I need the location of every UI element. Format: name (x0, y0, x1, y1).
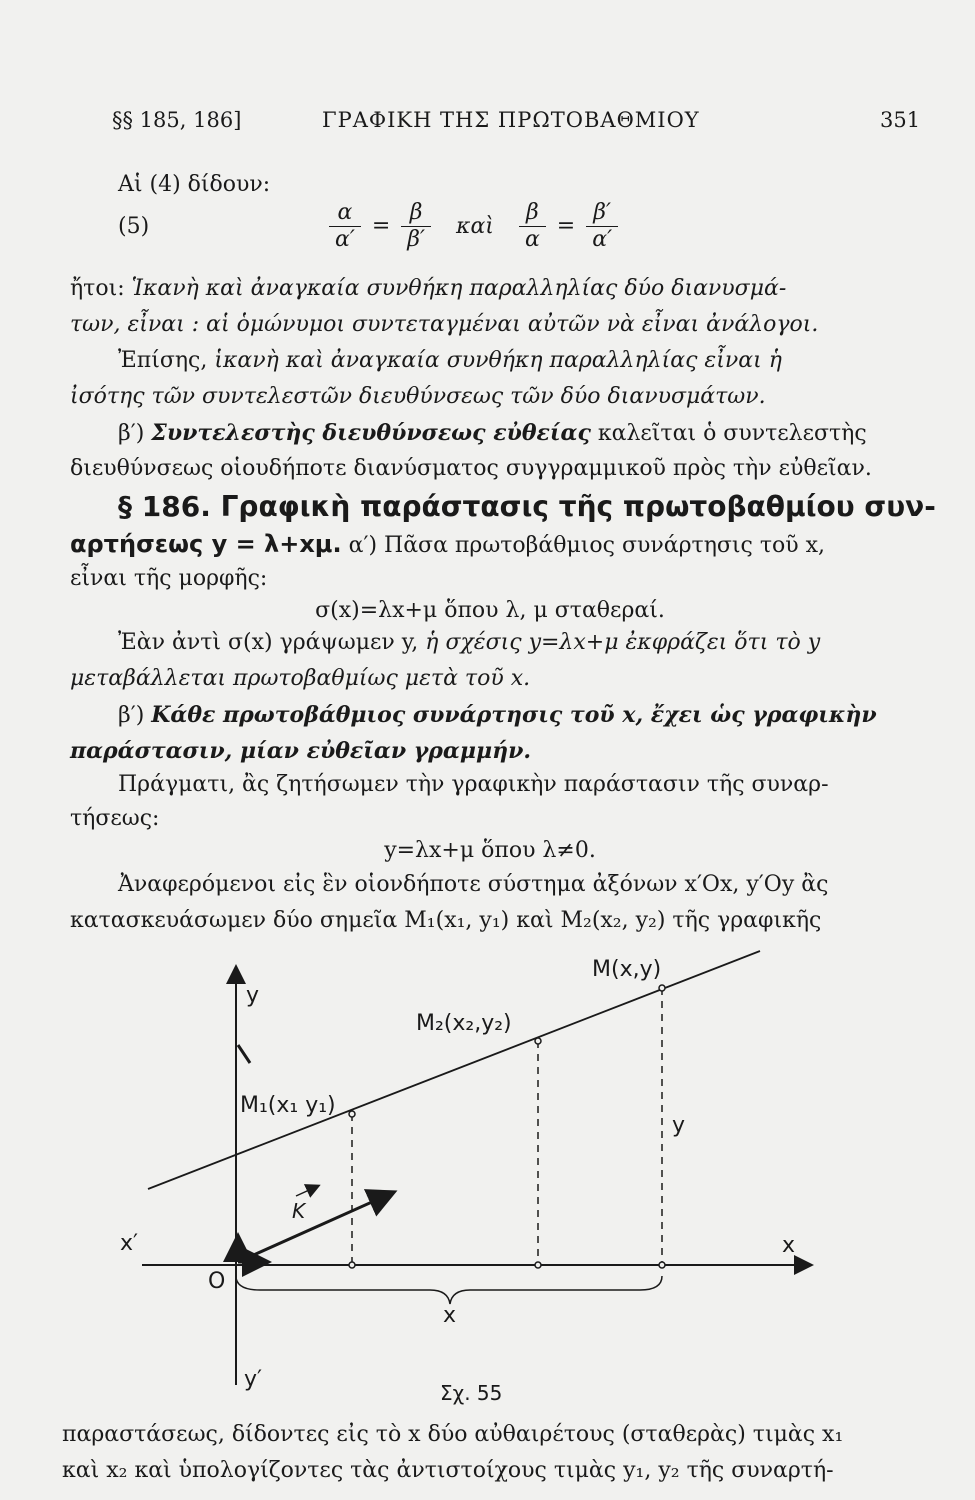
text-run: α′) Πᾶσα πρωτοβάθμιος συνάρτησις τοῦ x, (341, 533, 826, 558)
text-run-italic: Ἱκανὴ καὶ ἀναγκαία συνθήκη παραλληλίας δύο διανυσμά- (131, 276, 787, 301)
text-run: Ἐπίσης, (118, 348, 215, 373)
label-y-segment: y (672, 1113, 686, 1138)
point-x1 (349, 1262, 355, 1268)
equals-sign: = (556, 213, 576, 239)
formula-line: y=λx+μ ὅπου λ≠0. (384, 838, 596, 863)
label-m1: M₁(x₁ y₁) (240, 1093, 336, 1118)
text-run-bold-italic: Κάθε πρωτοβάθμιος συνάρτησις τοῦ x, ἔχει ὡς γραφικὴν (151, 702, 877, 728)
label-k: K (292, 1199, 306, 1223)
numerator: α (329, 200, 361, 227)
text-line: κατασκευάσωμεν δύο σημεῖα M₁(x₁, y₁) καὶ M₂(x₂, y₂) τῆς γραφικῆς (70, 908, 822, 933)
point-x (659, 1262, 665, 1268)
label-y: y (246, 983, 260, 1008)
text-line: τήσεως: (70, 806, 160, 831)
formula-line: σ(x)=λx+μ ὅπου λ, μ σταθεραί. (315, 598, 665, 623)
point-m2 (535, 1038, 541, 1044)
graph-line (148, 951, 760, 1189)
denominator: β′ (407, 227, 426, 252)
text-line: παράστασιν, μίαν εὐθεῖαν γραμμήν. (70, 738, 531, 764)
equation-label: (5) (118, 214, 150, 239)
vector-k (238, 1193, 392, 1262)
conjunction: καὶ (456, 213, 494, 239)
page-number: 351 (880, 108, 921, 132)
label-x: x (782, 1233, 796, 1258)
section-heading-cont: αρτήσεως y = λ+xμ. (70, 530, 342, 558)
text-line: μεταβάλλεται πρωτοβαθμίως μετὰ τοῦ x. (70, 666, 531, 691)
figure-caption: Σχ. 55 (440, 1381, 503, 1405)
pen-mark (238, 1045, 250, 1063)
text-run-italic: ἱκανὴ καὶ ἀναγκαία συνθήκη παραλληλίας εἶναι ἡ (214, 348, 782, 373)
vector-label-arrow (296, 1186, 318, 1196)
label-m2: M₂(x₂,y₂) (416, 1011, 512, 1036)
label-xprime: x′ (120, 1231, 139, 1256)
section-reference: §§ 185, 186] (112, 108, 242, 132)
label-brace-x: x (443, 1303, 457, 1328)
text-line: διευθύνσεως οἱουδήποτε διανύσματος συγγραμμικοῦ πρὸς τὴν εὐθεῖαν. (70, 456, 872, 481)
label-yprime: y′ (244, 1367, 263, 1392)
denominator: α′ (592, 227, 613, 252)
text-line: των, εἶναι : αἱ ὁμώνυμοι συντεταγμέναι αὐτῶν νὰ εἶναι ἀνάλογοι. (70, 312, 819, 337)
numerator: β′ (586, 200, 618, 227)
text-run: β′) (118, 421, 152, 446)
text-run: Ἐὰν ἀντὶ σ(x) γράψωμεν y, (118, 630, 426, 655)
denominator: α′ (335, 227, 355, 252)
point-m (659, 985, 665, 991)
denominator: α (524, 227, 540, 252)
text-run: ἤτοι: (70, 276, 132, 301)
text-line: παραστάσεως, δίδοντες εἰς τὸ x δύο αὐθαιρέτους (σταθερὰς) τιμὰς x₁ (62, 1422, 844, 1447)
running-title: ΓΡΑΦΙΚΗ ΤΗΣ ΠΡΩΤΟΒΑΘΜΙΟΥ (322, 108, 700, 132)
text-run: καλεῖται ὁ συντελεστὴς (590, 421, 867, 446)
text-run-italic: ἡ σχέσις y=λx+μ ἐκφράζει ὅτι τὸ y (425, 630, 821, 655)
equals-sign: = (371, 213, 391, 239)
label-origin: O (208, 1269, 226, 1294)
text-line: ἰσότης τῶν συντελεστῶν διευθύνσεως τῶν δύο διανυσμάτων. (70, 384, 766, 409)
text-line: Πράγματι, ἂς ζητήσωμεν τὴν γραφικὴν παράστασιν τῆς συναρ- (118, 772, 829, 797)
text-line: καὶ x₂ καὶ ὑπολογίζοντες τὰς ἀντιστοίχους τιμὰς y₁, y₂ τῆς συναρτή- (62, 1458, 834, 1483)
brace (236, 1276, 662, 1304)
point-m1 (349, 1111, 355, 1117)
text-run: β′) (118, 703, 152, 728)
point-x2 (535, 1262, 541, 1268)
text-line: Αἱ (4) δίδουν: (118, 172, 271, 197)
numerator: β (401, 200, 431, 227)
label-m: M(x,y) (592, 957, 662, 982)
text-run-bold-italic: Συντελεστὴς διευθύνσεως εὐθείας (151, 420, 591, 446)
text-line: Ἀναφερόμενοι εἰς ἓν οἱονδήποτε σύστημα ἀξόνων x′Ox, y′Oy ἂς (118, 872, 829, 897)
numerator: β (519, 200, 546, 227)
section-heading: § 186. Γραφικὴ παράστασις τῆς πρωτοβαθμίου συν- (118, 490, 936, 523)
text-line: εἶναι τῆς μορφῆς: (70, 566, 268, 591)
